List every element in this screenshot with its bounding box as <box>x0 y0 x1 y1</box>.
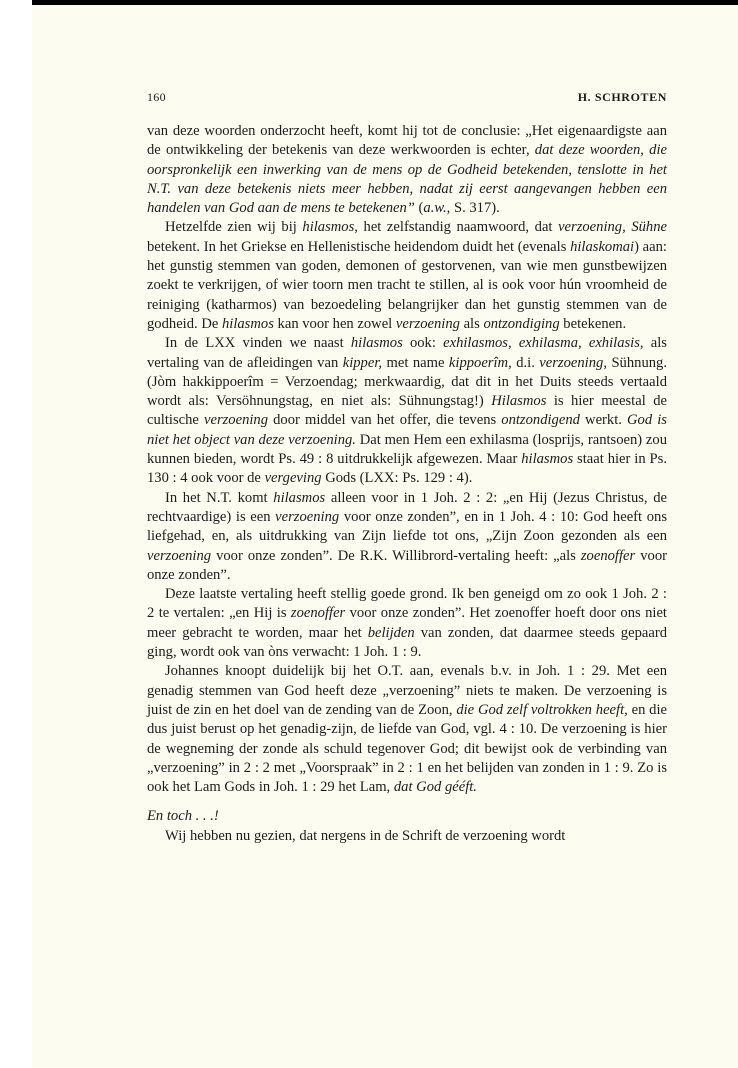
page-number: 160 <box>147 90 166 104</box>
text-run: voor onze zonden”. De R.K. Willibrord-vertaling heeft: „als <box>211 547 581 564</box>
body-text <box>147 122 667 846</box>
italic-run: hilasmos <box>350 335 403 352</box>
text-run: voor onze zonden”, en in 1 Joh. 4 : 10: God heeft ons liefgehad, en, als uitdrukking van Zijn liefde tot ons, „Zijn Zoon gezonden als een <box>147 508 667 545</box>
italic-run: vergeving <box>264 470 322 487</box>
text-run: kan voor hen zowel <box>273 315 396 332</box>
paragraph <box>147 585 667 662</box>
italic-run: a.w. <box>423 200 447 217</box>
italic-run: verzoening <box>147 547 212 564</box>
paragraph <box>147 218 667 334</box>
italic-run: Hilasmos <box>491 393 547 410</box>
text-run: als vertaling van de afleidingen van <box>147 335 667 371</box>
italic-run: verzoening <box>275 508 340 525</box>
text-run: In het N.T. komt <box>165 489 274 506</box>
italic-run: dat God gééft. <box>393 779 477 796</box>
italic-run: hilasmos <box>521 451 574 468</box>
text-run: , S. 317). <box>446 200 500 217</box>
italic-run: God is niet het object van deze verzoening. <box>147 412 667 448</box>
running-head: H. SCHROTEN <box>577 90 667 104</box>
text-run: ) aan: het gunstig stemmen van goden, demonen of gestorvenen, van wie men gunstbewijzen zoekt te verkrijgen, of wier toorn men tracht te stillen, al is ook voor hún vroomheid de reiniging (katharmos) van bezoedeling belangrijker dan het gunstig stemmen van de godheid. De <box>147 238 667 332</box>
italic-run: kippoerîm, <box>448 354 512 371</box>
text-run: Dat men Hem een exhilasma (losprijs, rantsoen) zou kunnen bieden, wordt Ps. 49 : 8 uitdrukkelijk afgewezen. Maar <box>147 431 668 468</box>
text-run: betekenen. <box>559 315 627 332</box>
text-run: werkt. <box>579 412 628 429</box>
text-run: van deze woorden onderzocht heeft, komt hij tot de conclusie: „Het eigenaardigste aan de ontwikkeling der betekenis van deze werkwoorden is echter, <box>147 123 667 159</box>
italic-run: hilasmos <box>221 315 274 332</box>
italic-run: verzoening, Sühne <box>558 219 667 236</box>
italic-run: die God zelf voltrokken heeft, <box>456 701 628 718</box>
italic-run: verzoening, <box>539 354 607 371</box>
text-run: voor onze zonden”. <box>147 547 667 583</box>
text-run: Johannes knoopt duidelijk bij het O.T. aan, evenals b.v. in Joh. 1 : 29. Met een genadig stemmen van God heeft deze „verzoening” niets te maken. De verzoening is juist de zin en het doel van de zending van de Zoon, <box>147 663 667 718</box>
italic-run: verzoening <box>203 412 269 429</box>
italic-run: hilasmos <box>302 219 355 236</box>
text-run: ( <box>414 200 424 217</box>
italic-run: ontzondigend <box>501 412 580 429</box>
italic-run: zoenoffer <box>580 547 636 564</box>
text-run: staat hier in Ps. 130 : 4 ook voor de <box>147 451 667 487</box>
paragraph <box>147 334 667 488</box>
page-header <box>147 90 667 108</box>
last-paragraph: Wij hebben nu gezien, dat nergens in de Schrift de verzoening wordt <box>165 827 566 844</box>
text-run: Deze laatste vertaling heeft stellig goede grond. Ik ben geneigd om zo ook 1 Joh. 2 : 2 te vertalen: „en Hij is <box>147 586 667 622</box>
text-run: ook: <box>402 335 444 352</box>
paragraphs <box>147 122 667 797</box>
paragraph <box>147 122 667 218</box>
text-run: Gods (LXX: Ps. 129 : 4). <box>321 470 473 487</box>
italic-run: hilaskomai <box>570 238 635 255</box>
text-run: In de LXX vinden we naast <box>165 335 351 352</box>
text-run: als <box>459 315 484 332</box>
text-run: en die dus juist berust op het genadig-zijn, de liefde van God, vgl. 4 : 10. De verzoening is hier de wegneming der zonde als schuld tegenover God; dit bewijst ook de verbinding van „verzoening” in 2 : 2 met „Voorspraak” in 2 : 1 en het belijden van zonden in 1 : 9. Zo is ook het Lam Gods in Joh. 1 : 29 het Lam, <box>147 701 667 796</box>
text-run: Hetzelfde zien wij bij <box>165 219 303 236</box>
italic-run: verzoening <box>395 315 460 332</box>
text-run: d.i. <box>511 354 540 371</box>
text-run: betekent. In het Griekse en Hellenistische heidendom duidt het (evenals <box>147 238 571 255</box>
text-run: Sühnung. (Jòm hakkippoerîm = Verzoendag; merkwaardig, dat dit in het Duits steeds vertaald wordt als: Versöhnungstag, en niet als: Sühnungstag!) <box>147 354 667 410</box>
italic-run: belijden <box>367 624 415 641</box>
text-run: is hier meestal de cultische <box>147 393 667 429</box>
italic-run: zoenoffer <box>290 605 346 622</box>
italic-run: dat deze woorden, die oorspronkelijk een inwerking van de mens op de Godheid betekenden, tenslotte in het N.T. van deze betekenis niets meer hebben, nadat zij eerst aangevangen hebben een handelen van God aan de mens te betekenen” <box>147 142 667 217</box>
section-heading: En toch . . .! <box>147 808 219 825</box>
text-run: voor onze zonden”. Het zoenoffer hoeft door ons niet meer gebracht te worden, maar het <box>147 605 667 641</box>
italic-run: kipper, <box>342 354 383 371</box>
text-run: alleen voor in 1 Joh. 2 : 2: „en Hij (Jezus Christus, de rechtvaardige) is een <box>147 489 667 525</box>
italic-run: exhilasmos, exhilasma, exhilasis, <box>443 335 644 352</box>
text-run: van zonden, dat daarmee steeds gepaard ging, wordt ook van òns verwacht: 1 Joh. 1 : 9. <box>147 624 667 661</box>
text-run: , het zelfstandig naamwoord, dat <box>354 219 559 236</box>
text-run: door middel van het offer, die tevens <box>268 412 502 429</box>
paragraph <box>147 662 667 797</box>
paragraph <box>147 489 667 585</box>
text-run: met name <box>382 354 449 371</box>
italic-run: ontzondiging <box>483 315 560 332</box>
italic-run: hilasmos <box>273 489 326 506</box>
